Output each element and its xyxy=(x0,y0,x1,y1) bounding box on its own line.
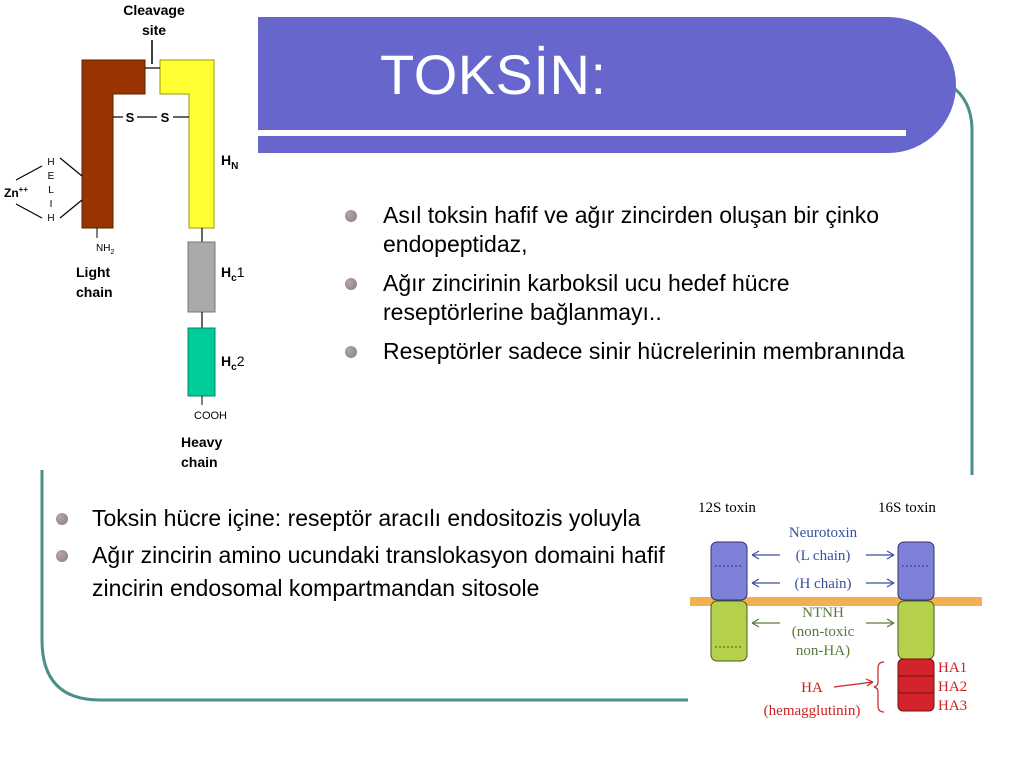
disulfide-s-right: S xyxy=(160,110,170,125)
toxin-16s-label: 16S toxin xyxy=(878,500,936,516)
toxin-12s-label: 12S toxin xyxy=(698,500,756,516)
bullet-text: Asıl toksin hafif ve ağır zincirden oluşan bir çinko endopeptidaz, xyxy=(383,202,880,257)
light-chain-label-line1: Light xyxy=(76,264,111,280)
ha1-label: HA1 xyxy=(938,660,968,676)
toxin12s-ntnh-block xyxy=(711,601,747,661)
helix-letter: H xyxy=(47,157,55,168)
non-ha-label: non-HA) xyxy=(795,643,851,659)
hn-subscript: N xyxy=(231,161,239,172)
hc2-subscript: c xyxy=(231,362,237,373)
l-chain-label: (L chain) xyxy=(795,548,851,564)
hn-text: H xyxy=(221,152,232,168)
h-chain-label: (H chain) xyxy=(794,576,852,592)
heavy-chain-label-line2: chain xyxy=(181,454,218,470)
non-toxic-label: (non-toxic xyxy=(791,624,855,640)
hc1-number: 1 xyxy=(236,264,245,280)
helix-letter: E xyxy=(47,171,55,182)
zn-symbol: Zn xyxy=(4,186,19,200)
ha-bracket xyxy=(874,662,884,712)
hc2-number: 2 xyxy=(236,353,245,369)
cleavage-label-line2: site xyxy=(141,22,167,38)
bullet-text: Reseptörler sadece sinir hücrelerinin membranında xyxy=(383,338,905,364)
ha-arrow xyxy=(834,682,873,687)
cleavage-label-line1: Cleavage xyxy=(123,2,185,18)
cooh-label: COOH xyxy=(194,410,227,422)
helix-letter: I xyxy=(49,199,53,210)
light-chain-label-line2: chain xyxy=(76,284,113,300)
neurotoxin-label: Neurotoxin xyxy=(788,525,858,541)
ntnh-label: NTNH xyxy=(802,605,844,621)
nh2-subscript: 2 xyxy=(110,249,115,256)
nh2-text: NH xyxy=(96,243,111,254)
zn-charge: ++ xyxy=(18,185,29,194)
hemagglutinin-label: (hemagglutinin) xyxy=(763,703,861,719)
heavy-chain-label-line1: Heavy xyxy=(181,434,223,450)
hc2-text: H xyxy=(221,353,232,369)
ha-label: HA xyxy=(801,680,823,696)
disulfide-s-left: S xyxy=(125,110,135,125)
bullet-text: Toksin hücre içine: reseptör aracılı endositozis yoluyla xyxy=(92,505,641,531)
ha3-label: HA3 xyxy=(938,698,968,714)
helix-letter: L xyxy=(48,185,54,196)
bullet-text: Ağır zincirin amino ucundaki translokasyon domaini hafif zincirin endosomal kompartmandan sitosole xyxy=(92,542,665,601)
toxin16s-ha-block xyxy=(898,659,934,711)
toxin12s-neurotoxin-block xyxy=(711,542,747,600)
bullet-text: Ağır zincirinin karboksil ucu hedef hücre reseptörlerine bağlanmayı.. xyxy=(383,270,790,325)
toxin16s-ntnh-block xyxy=(898,601,934,659)
slide-title: TOKSİN: xyxy=(380,43,607,106)
ha2-label: HA2 xyxy=(938,679,968,695)
toxin16s-neurotoxin-block xyxy=(898,542,934,600)
hc1-text: H xyxy=(221,264,232,280)
hc1-subscript: c xyxy=(231,273,237,284)
helix-letter: H xyxy=(47,213,55,224)
